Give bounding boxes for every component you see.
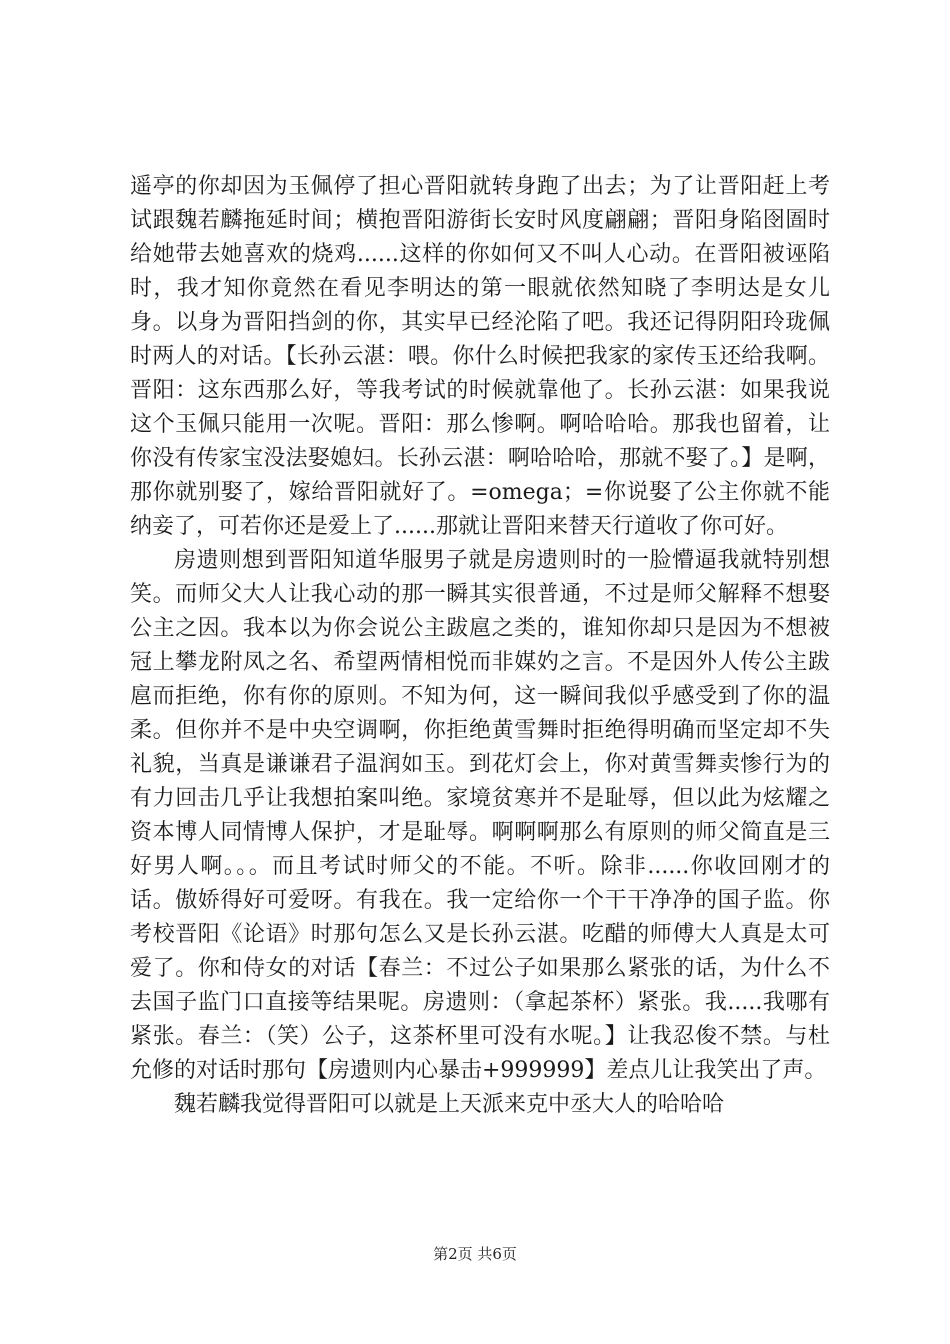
paragraph-2: 房遗则想到晋阳知道华服男子就是房遗则时的一脸懵逼我就特别想笑。而师父大人让我心动的那一瞬其实很普通，不过是师父解释不想娶公主之因。我本以为你会说公主跋扈之类的，谁知你却只是因为不想被冠上攀龙附凤之名、希望两情相悦而非媒妁之言。不是因外人传公主跋扈而拒绝，你有你的原则。不知为何，这一瞬间我似乎感受到了你的温柔。但你并不是中央空调啊，你拒绝黄雪舞时拒绝得明确而坚定却不失礼貌，当真是谦谦君子温润如玉。到花灯会上，你对黄雪舞卖惨行为的有力回击几乎让我想拍案叫绝。家境贫寒并不是耻辱，但以此为炫耀之资本博人同情博人保护，才是耻辱。啊啊啊那么有原则的师父简直是三好男人啊。。。而且考试时师父的不能。不听。除非......你收回刚才的话。傲娇得好可爱呀。有我在。我一定给你一个干干净净的国子监。你考校晋阳《论语》时那句怎么又是长孙云湛。吃醋的师傅大人真是太可爱了。你和侍女的对话【春兰：不过公子如果那么紧张的话，为什么不去国子监门口直接等结果呢。房遗则：（拿起茶杯）紧张。我.....我哪有紧张。春兰：（笑）公子，这茶杯里可没有水呢。】让我忍俊不禁。与杜允修的对话时那句【房遗则内心暴击+999999】差点儿让我笑出了声。 bbox=[130, 548, 830, 1083]
page-footer: 第2页 共6页 bbox=[433, 1245, 517, 1263]
paragraph-1: 遥亭的你却因为玉佩停了担心晋阳就转身跑了出去；为了让晋阳赶上考试跟魏若麟拖延时间；横抱晋阳游街长安时风度翩翩；晋阳身陷囹圄时给她带去她喜欢的烧鸡......这样的你如何又不叫人心动。在晋阳被诬陷时，我才知你竟然在看见李明达的第一眼就依然知晓了李明达是女儿身。以身为晋阳挡剑的你，其实早已经沦陷了吧。我还记得阴阳玲珑佩时两人的对话。【长孙云湛：喂。你什么时候把我家的家传玉还给我啊。晋阳：这东西那么好，等我考试的时候就靠他了。长孙云湛：如果我说这个玉佩只能用一次呢。晋阳：那么惨啊。啊哈哈哈。那我也留着，让你没有传家宝没法娶媳妇。长孙云湛：啊哈哈哈，那就不娶了。】是啊，那你就别娶了，嫁给晋阳就好了。=omega；=你说娶了公主你就不能纳妾了，可若你还是爱上了......那就让晋阳来替天行道收了你可好。 bbox=[130, 174, 830, 539]
document-body bbox=[130, 170, 830, 1122]
paragraph-3: 魏若麟我觉得晋阳可以就是上天派来克中丞大人的哈哈哈 bbox=[174, 1092, 725, 1117]
